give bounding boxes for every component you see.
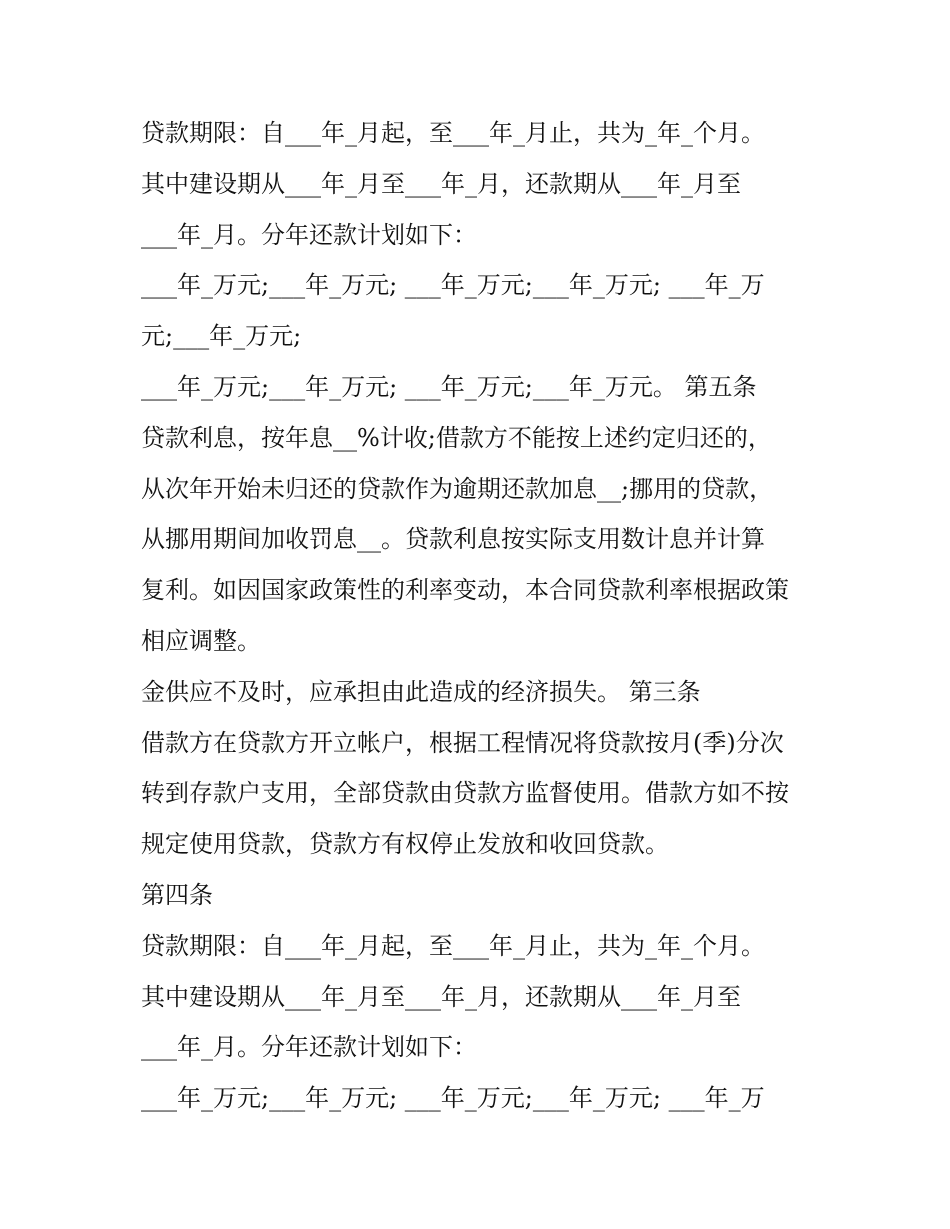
- text-line: 相应调整。: [141, 626, 261, 655]
- text-line: 规定使用贷款，贷款方有权停止发放和收回贷款。: [141, 830, 669, 859]
- text-line: ___年_万元;___年_万元; ___年_万元;___年_万元; ___年_万: [141, 1084, 765, 1113]
- text-line: 复利。如因国家政策性的利率变动，本合同贷款利率根据政策: [141, 576, 789, 605]
- text-line: 元;___年_万元;: [141, 322, 302, 351]
- document-body: [141, 108, 821, 1124]
- article-heading: 第四条: [141, 880, 213, 909]
- text-line: ___年_万元;___年_万元; ___年_万元;___年_万元; ___年_万: [141, 271, 765, 300]
- text-line: 贷款期限：自___年_月起，至___年_月止，共为_年_个月。: [141, 119, 765, 147]
- text-line: 金供应不及时，应承担由此造成的经济损失。 第三条: [141, 677, 701, 706]
- text-line: ___年_万元;___年_万元; ___年_万元;___年_万元。 第五条: [141, 372, 757, 401]
- text-line: 贷款利息，按年息__%计收;借款方不能按上述约定归还的，: [141, 423, 772, 452]
- text-line: 贷款期限：自___年_月起，至___年_月止，共为_年_个月。: [141, 931, 765, 960]
- text-line: 从挪用期间加收罚息__。贷款利息按实际支用数计息并计算: [141, 525, 765, 554]
- text-line: 从次年开始未归还的贷款作为逾期还款加息__;挪用的贷款，: [141, 474, 774, 503]
- text-line: ___年_月。分年还款计划如下：: [141, 1033, 477, 1062]
- text-line: ___年_月。分年还款计划如下：: [141, 220, 477, 249]
- text-line: 转到存款户支用，全部贷款由贷款方监督使用。借款方如不按: [141, 779, 789, 808]
- text-line: 其中建设期从___年_月至___年_月，还款期从___年_月至: [141, 982, 741, 1011]
- text-line: 其中建设期从___年_月至___年_月，还款期从___年_月至: [141, 169, 741, 198]
- text-line: 借款方在贷款方开立帐户，根据工程情况将贷款按月(季)分次: [141, 728, 784, 757]
